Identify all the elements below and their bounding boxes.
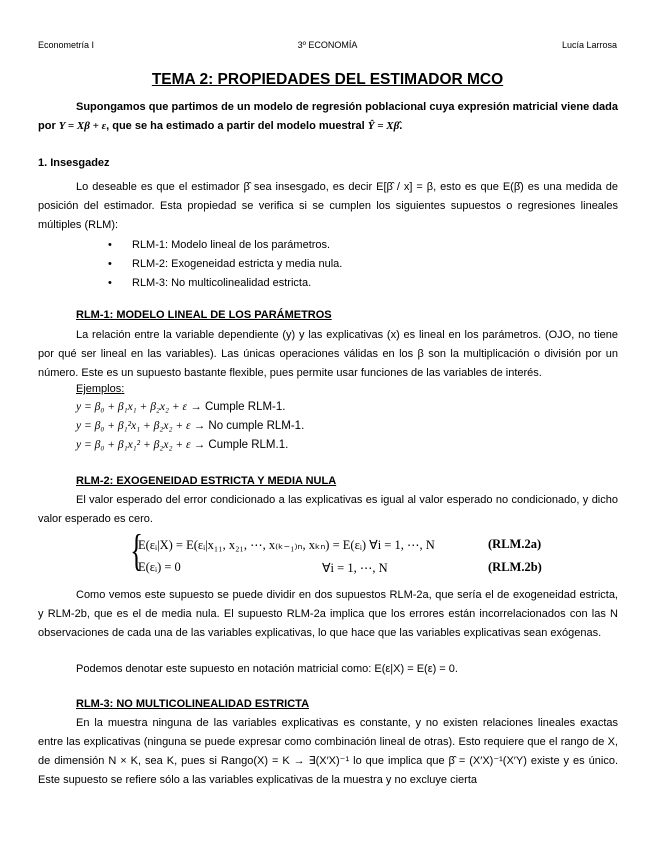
examples-label: Ejemplos:: [76, 383, 125, 395]
rlm2-heading: RLM-2: EXOGENEIDAD ESTRICTA Y MEDIA NULA: [76, 475, 337, 487]
example-1: y = β₀ + β₁x₁ + β₂x₂ + ε → Cumple RLM-1.: [76, 401, 286, 413]
rlm2-paragraph: El valor esperado del error condicionado a las explicativas es igual al valor esperado no condicionado, y dicho valor esperado es cero.: [38, 494, 618, 525]
bullet-item: • RLM-2: Exogeneidad estricta y media nula.: [108, 255, 342, 274]
brace-symbol: {: [130, 526, 143, 575]
condition-rlm2b: ∀i = 1, ⋯, N: [322, 561, 388, 575]
header-course: Econometría I: [38, 40, 95, 50]
rlm2-explanation: Como vemos este supuesto se puede dividir en dos supuestos RLM-2a, que sería el de exogeneidad estricta, y RLM-2b, que es el de media nula. El supuesto RLM-2a implica que los errores están incorrelacionados con las N observaciones de cada una de las variables explicativas, lo que hace que las variables explicativas sean exógenas.: [38, 589, 618, 639]
rlm3-heading: RLM-3: NO MULTICOLINEALIDAD ESTRICTA: [76, 698, 310, 710]
intro-equation-2: Ŷ = Xβ̂: [367, 120, 400, 132]
tag-rlm2b: (RLM.2b): [488, 560, 542, 574]
rlm-bullet-list: [108, 236, 342, 293]
section-1-heading: 1. Insesgadez: [38, 157, 110, 169]
rlm1-paragraph: La relación entre la variable dependiente (y) y las explicativas (x) es lineal en los parámetros. (OJO, no tiene por qué ser lineal en las variables). Las únicas operaciones válidas en los β son la multiplicación o división por un número. Este es un supuesto bastante flexible, pues permite usar funciones de las variables de interés.: [38, 329, 618, 379]
equation-rlm2b: E(εᵢ) = 0: [138, 560, 181, 574]
equation-rlm2a: E(εᵢ|X) = E(εᵢ|x₁₁, x₂₁, ⋯, x₍ₖ₋₁₎ₙ, xₖₙ) = E(εᵢ) ∀i = 1, ⋯, N: [138, 538, 435, 552]
example-3: y = β₀ + β₁x₁² + β₂x₂ + ε → Cumple RLM.1.: [76, 439, 289, 451]
header-year: 3º ECONOMÍA: [297, 40, 358, 50]
intro-paragraph: Supongamos que partimos de un modelo de regresión poblacional cuya expresión matricial viene dada por Y = Xβ + ε, que se ha estimado a partir del modelo muestral Ŷ = Xβ̂.: [38, 101, 618, 132]
example-2: y = β₀ + β₁²x₁ + β₂x₂ + ε → No cumple RLM-1.: [76, 420, 305, 432]
header-author: Lucía Larrosa: [561, 40, 617, 50]
section-1-paragraph: Lo deseable es que el estimador β̂ sea insesgado, es decir E[β̂ / x] = β, esto es que E(β̂) es una medida de posición del estimador. Esta propiedad se verifica si se cumplen los siguientes supuestos o regresiones lineales múltiples (RLM):: [38, 181, 618, 231]
rlm2-matrix-notation: Podemos denotar este supuesto en notación matricial como: E(ε|X) = E(ε) = 0.: [76, 663, 458, 675]
page-title: TEMA 2: PROPIEDADES DEL ESTIMADOR MCO: [151, 71, 504, 88]
rlm1-heading: RLM-1: MODELO LINEAL DE LOS PARÁMETROS: [76, 309, 332, 321]
bullet-item: • RLM-3: No multicolinealidad estricta.: [108, 274, 342, 293]
intro-equation-1: Y = Xβ + ε: [58, 120, 107, 132]
rlm3-paragraph: En la muestra ninguna de las variables explicativas es constante, y no existen relaciones lineales exactas entre las explicativas (ninguna se puede expresar como combinación lineal de otras). Esto requiere que el rango de X, de dimensión N × K, sea K, pues si Rango(X) = K → ∃(X′X)⁻¹ lo que implica que β̂ = (X′X)⁻¹(X′Y) existe y es único. Este supuesto se refiere sólo a las variables explicativas de la muestra y no excluye cierta: [38, 717, 618, 786]
tag-rlm2a: (RLM.2a): [488, 537, 542, 551]
bullet-item: • RLM-1: Modelo lineal de los parámetros.: [108, 236, 342, 255]
